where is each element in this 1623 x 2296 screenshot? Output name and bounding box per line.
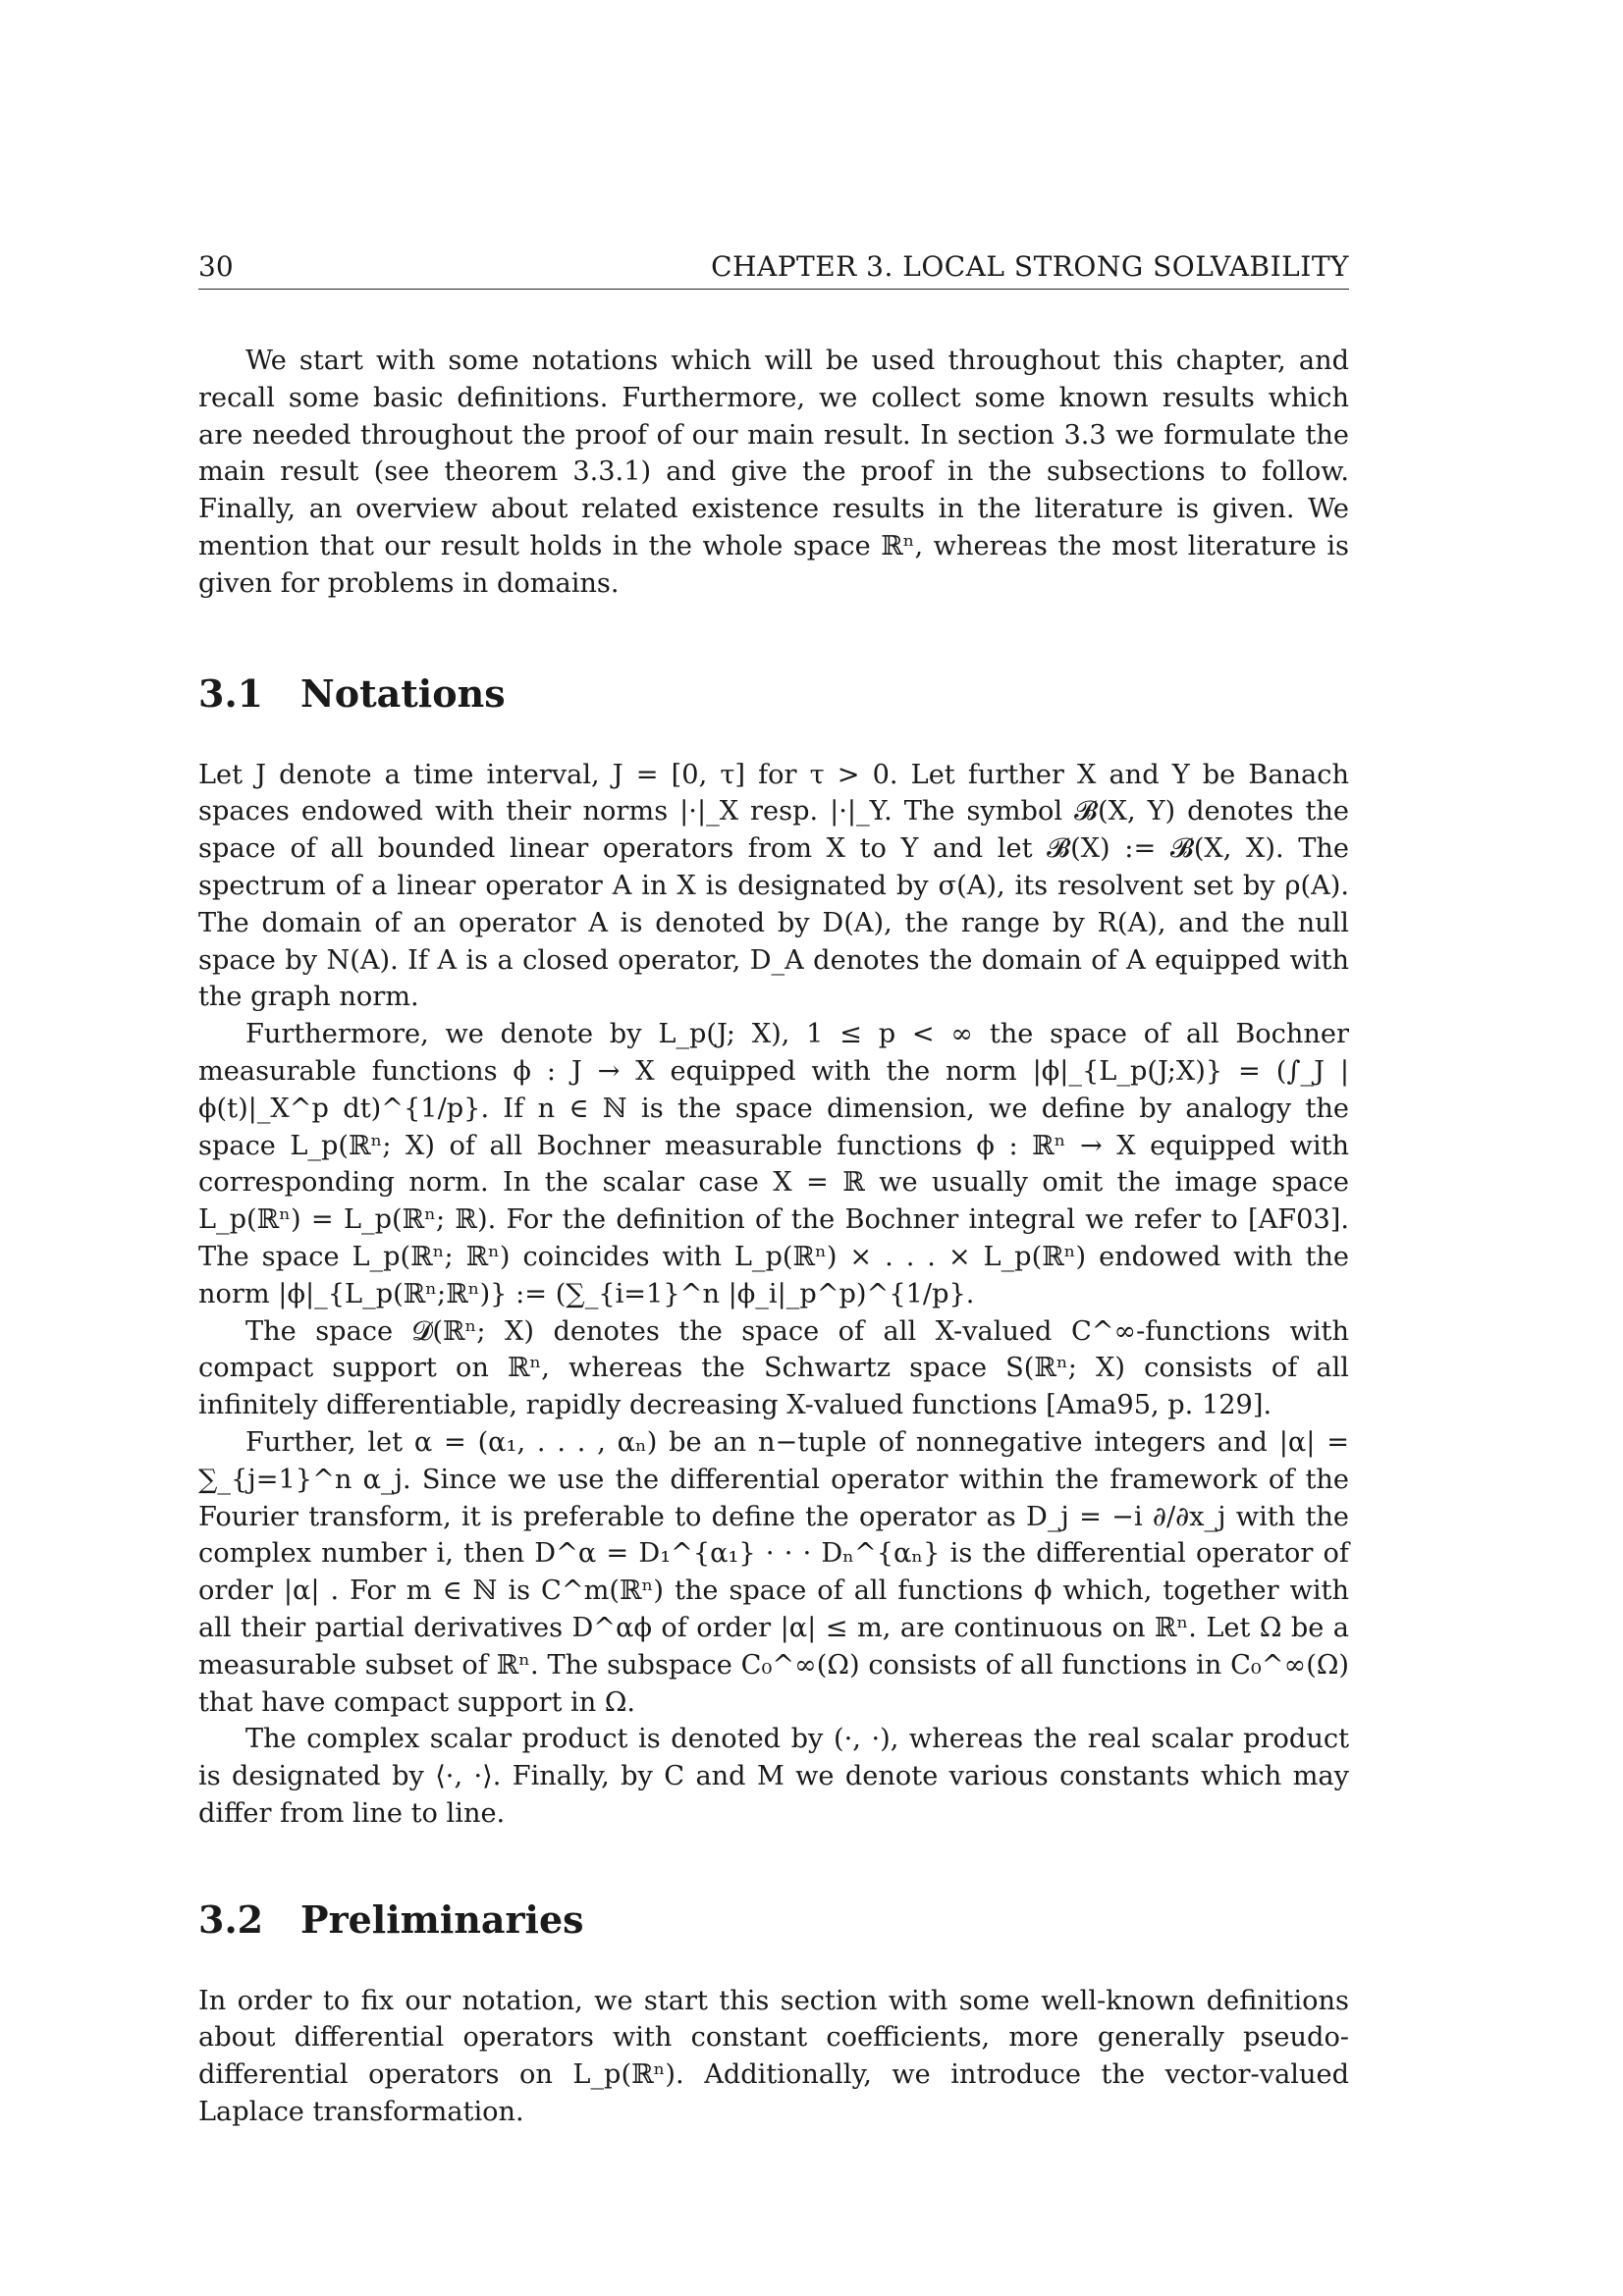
notations-paragraph-2: Furthermore, we denote by L_p(J; X), 1 ≤ p < ∞ the space of all Bochner measurable functions ϕ : J → X equipped with the norm |ϕ|_{L_p(J;X)} = (∫_J |ϕ(t)|_X^p dt)^{1/p}. If n ∈ ℕ is the space dimension, we define by analogy the space L_p(ℝⁿ; X) of all Bochner measurable functions ϕ : ℝⁿ → X equipped with corresponding norm. In the scalar case X = ℝ we usually omit the image space L_p(ℝⁿ) = L_p(ℝⁿ; ℝ). For the definition of the Bochner integral we refer to [AF03]. The space L_p(ℝⁿ; ℝⁿ) coincides with L_p(ℝⁿ) × . . . × L_p(ℝⁿ) endowed with the norm |ϕ|_{L_p(ℝⁿ;ℝⁿ)} := (∑_{i=1}^n |ϕ_i|_p^p)^{1/p}. <box>198 1019 1350 1309</box>
section-heading-notations <box>198 671 1349 716</box>
intro-paragraph: We start with some notations which will be used throughout this chapter, and recall some basic definitions. Furthermore, we collect some known results which are needed throughout the proof of our main result. In section 3.3 we formulate the main result (see theorem 3.3.1) and give the proof in the subsections to follow. Finally, an overview about related existence results in the literature is given. We mention that our result holds in the whole space ℝⁿ, whereas the most literature is given for problems in domains. <box>198 346 1349 599</box>
section-heading-preliminaries <box>198 1897 1349 1942</box>
section-title: Notations <box>300 670 506 716</box>
page-number: 30 <box>198 250 234 283</box>
notations-paragraph-1: Let J denote a time interval, J = [0, τ] for τ > 0. Let further X and Y be Banach spaces endowed with their norms |·|_X resp. |·|_Y. The symbol 𝓑(X, Y) denotes the space of all bounded linear operators from X to Y and let 𝓑(X) := 𝓑(X, X). The spectrum of a linear operator A in X is designated by σ(A), its resolvent set by ρ(A). The domain of an operator A is denoted by D(A), the range by R(A), and the null space by N(A). If A is a closed operator, D_A denotes the domain of A equipped with the graph norm. <box>198 759 1349 1013</box>
running-header <box>198 250 1349 290</box>
page <box>198 250 1349 2131</box>
section-number: 3.2 <box>198 1896 264 1942</box>
notations-paragraph-3: The space 𝓓(ℝⁿ; X) denotes the space of all X-valued C^∞-functions with compact support on ℝⁿ, whereas the Schwartz space S(ℝⁿ; X) consists of all infinitely differentiable, rapidly decreasing X-valued functions [Ama95, p. 129]. <box>198 1315 1349 1421</box>
section-title: Preliminaries <box>300 1896 584 1942</box>
section-number: 3.1 <box>198 670 264 716</box>
preliminaries-paragraph-1: In order to fix our notation, we start this section with some well-known definitions about differential operators with constant coefficients, more generally pseudo-differential operators on L_p(ℝⁿ). Additionally, we introduce the vector-valued Laplace transformation. <box>198 1985 1349 2128</box>
chapter-title: CHAPTER 3. LOCAL STRONG SOLVABILITY <box>711 250 1349 283</box>
notations-paragraph-4: Further, let α = (α₁, . . . , αₙ) be an n−tuple of nonnegative integers and |α| = ∑_{j=1}^n α_j. Since we use the differential operator within the framework of the Fourier transform, it is preferable to define the operator as D_j = −i ∂/∂x_j with the complex number i, then D^α = D₁^{α₁} · · · Dₙ^{αₙ} is the differential operator of order |α| . For m ∈ ℕ is C^m(ℝⁿ) the space of all functions ϕ which, together with all their partial derivatives D^αϕ of order |α| ≤ m, are continuous on ℝⁿ. Let Ω be a measurable subset of ℝⁿ. The subspace C₀^∞(Ω) consists of all functions in C₀^∞(Ω) that have compact support in Ω. <box>198 1426 1349 1718</box>
notations-paragraph-5: The complex scalar product is denoted by (·, ·), whereas the real scalar product is designated by ⟨·, ·⟩. Finally, by C and M we denote various constants which may differ from line to line. <box>198 1724 1349 1829</box>
